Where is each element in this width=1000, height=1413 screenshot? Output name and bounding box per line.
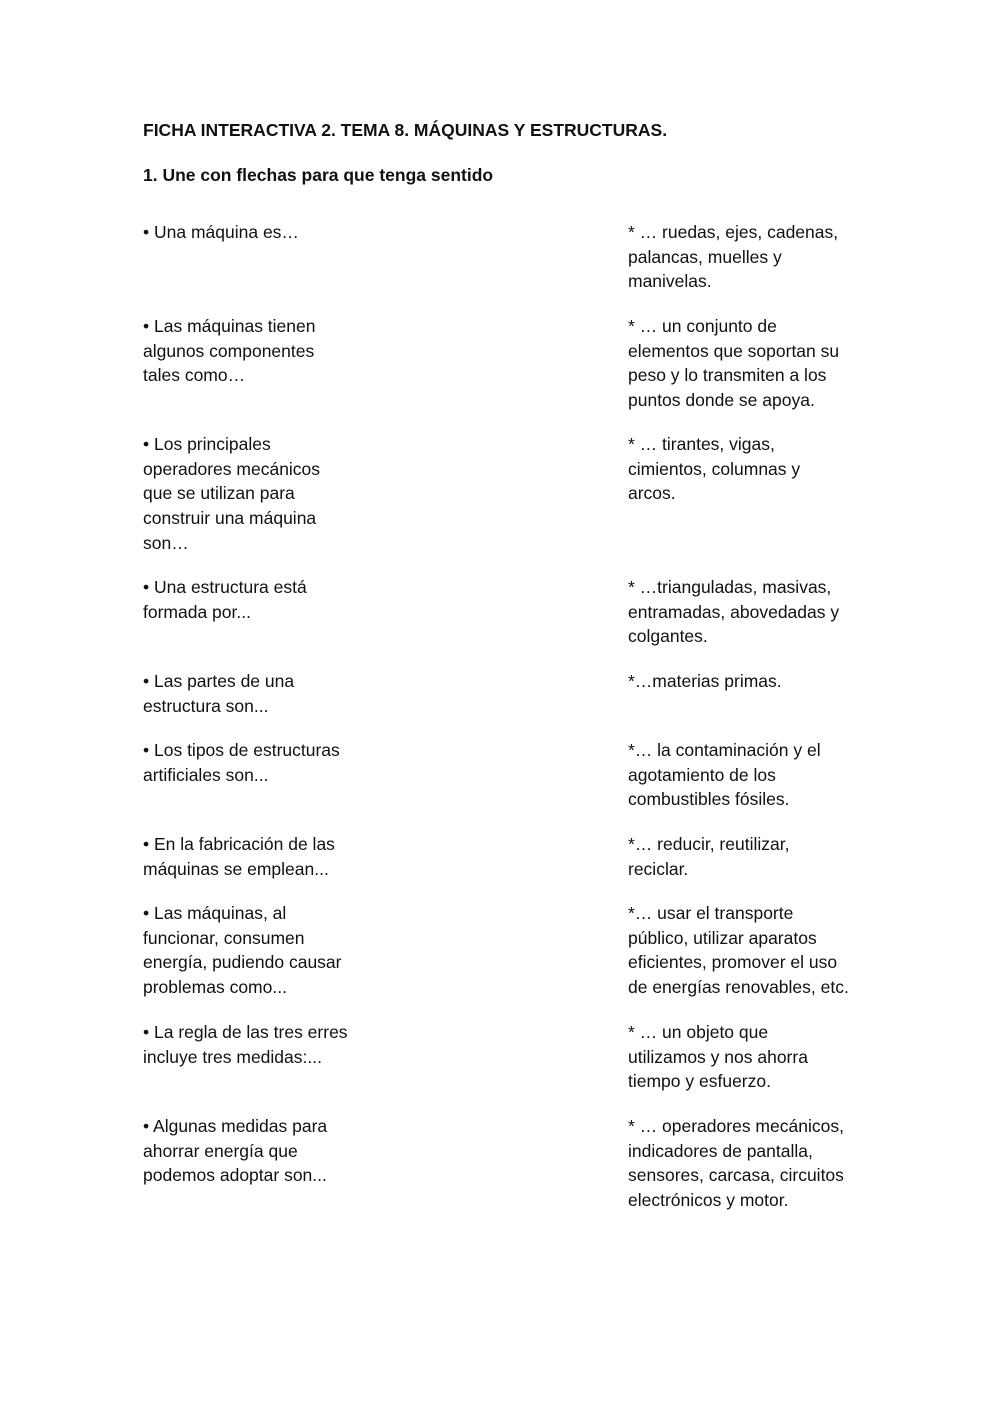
right-item-5[interactable]: *…materias primas. bbox=[628, 671, 782, 691]
exercise-instruction: 1. Une con flechas para que tenga sentido bbox=[143, 165, 494, 185]
right-item-8[interactable]: *… usar el transporte público, utilizar aparatos eficientes, promover el uso de energías renovables, etc. bbox=[628, 903, 849, 998]
left-item-5[interactable]: • Las partes de una estructura son... bbox=[143, 671, 295, 716]
left-item-7[interactable]: • En la fabricación de las máquinas se emplean... bbox=[143, 834, 335, 879]
right-item-1[interactable]: * … ruedas, ejes, cadenas, palancas, muelles y manivelas. bbox=[628, 222, 839, 292]
right-item-4[interactable]: * …trianguladas, masivas, entramadas, abovedadas y colgantes. bbox=[628, 577, 840, 647]
left-item-8[interactable]: • Las máquinas, al funcionar, consumen energía, pudiendo causar problemas como... bbox=[143, 903, 342, 998]
right-item-6[interactable]: *… la contaminación y el agotamiento de los combustibles fósiles. bbox=[628, 740, 821, 810]
left-item-6[interactable]: • Los tipos de estructuras artificiales son... bbox=[143, 740, 340, 785]
left-item-3[interactable]: • Los principales operadores mecánicos que se utilizan para construir una máquina son… bbox=[143, 434, 321, 553]
right-item-9[interactable]: * … un objeto que utilizamos y nos ahorra tiempo y esfuerzo. bbox=[628, 1022, 808, 1092]
left-item-4[interactable]: • Una estructura está formada por... bbox=[143, 577, 307, 622]
right-item-10[interactable]: * … operadores mecánicos, indicadores de pantalla, sensores, carcasa, circuitos electrónicos y motor. bbox=[628, 1116, 844, 1211]
worksheet-title: FICHA INTERACTIVA 2. TEMA 8. MÁQUINAS Y ESTRUCTURAS. bbox=[143, 120, 668, 140]
right-item-7[interactable]: *… reducir, reutilizar, reciclar. bbox=[628, 834, 790, 879]
right-item-2[interactable]: * … un conjunto de elementos que soportan su peso y lo transmiten a los puntos donde se apoya. bbox=[628, 316, 840, 411]
left-item-1[interactable]: • Una máquina es… bbox=[143, 222, 299, 242]
left-item-10[interactable]: • Algunas medidas para ahorrar energía que podemos adoptar son... bbox=[143, 1116, 328, 1186]
left-item-9[interactable]: • La regla de las tres erres incluye tres medidas:... bbox=[143, 1022, 348, 1067]
left-item-2[interactable]: • Las máquinas tienen algunos componentes tales como… bbox=[143, 316, 316, 386]
right-item-3[interactable]: * … tirantes, vigas, cimientos, columnas y arcos. bbox=[628, 434, 801, 504]
